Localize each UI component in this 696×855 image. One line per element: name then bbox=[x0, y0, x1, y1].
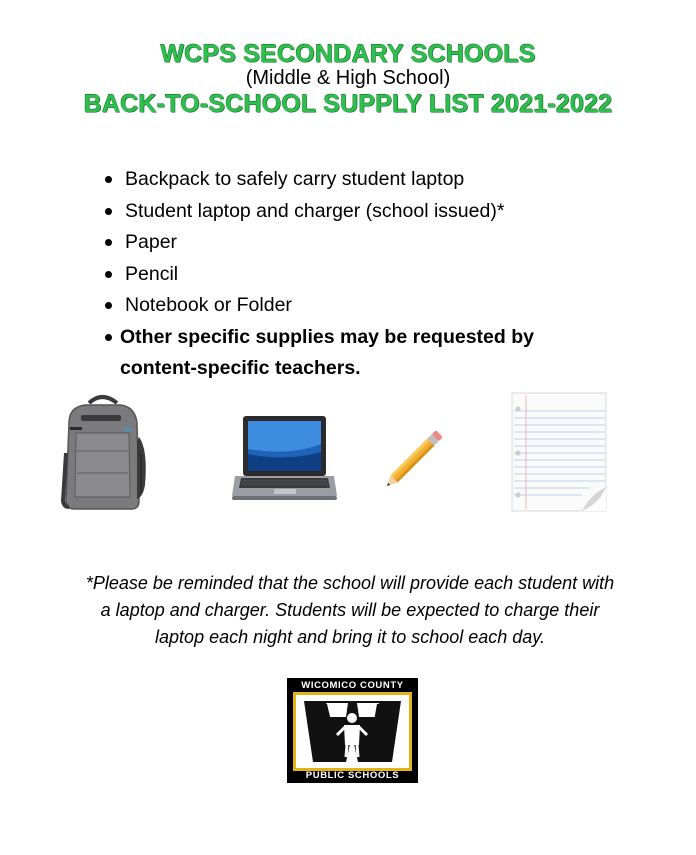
logo-top-text: WICOMICO COUNTY bbox=[301, 680, 404, 691]
district-logo bbox=[287, 678, 418, 783]
supply-item-emphasis-text: Other specific supplies may be requested by content-specific teachers. bbox=[120, 325, 534, 379]
supply-item bbox=[104, 227, 624, 259]
bullet-icon bbox=[105, 334, 112, 341]
supply-item-text: Backpack to safely carry student laptop bbox=[125, 168, 465, 190]
logo-bottom-text: PUBLIC SCHOOLS bbox=[305, 770, 400, 781]
supply-item-text: Student laptop and charger (school issued)* bbox=[125, 199, 505, 222]
logo-w-emblem-icon bbox=[296, 695, 409, 768]
bullet-icon bbox=[105, 239, 112, 246]
supply-item-emphasis bbox=[104, 322, 580, 384]
bullet-icon bbox=[105, 302, 112, 309]
supply-list bbox=[104, 164, 624, 384]
laptop-reminder-note: *Please be reminded that the school will provide each student with a laptop and charger. Students will be expected to charge their laptop each night and bring it to school each day. bbox=[85, 573, 615, 647]
laptop-icon bbox=[231, 414, 338, 504]
bullet-icon bbox=[105, 271, 112, 278]
supply-item-text: Pencil bbox=[125, 262, 179, 285]
supply-item bbox=[104, 164, 624, 196]
pencil-icon bbox=[375, 416, 457, 498]
supply-item-text: Paper bbox=[125, 231, 178, 253]
backpack-icon bbox=[55, 393, 150, 513]
supply-item bbox=[104, 196, 624, 228]
title-line-2: BACK-TO-SCHOOL SUPPLY LIST 2021-2022 bbox=[83, 90, 613, 118]
bullet-icon bbox=[105, 176, 112, 183]
logo-frame bbox=[293, 692, 412, 771]
supply-item bbox=[104, 259, 624, 291]
notebook-paper-icon bbox=[510, 391, 610, 515]
bullet-icon bbox=[105, 208, 112, 215]
supply-item-text: Notebook or Folder bbox=[125, 294, 292, 316]
title-line-1: WCPS SECONDARY SCHOOLS bbox=[160, 40, 536, 68]
supply-item bbox=[104, 290, 624, 322]
subtitle: (Middle & High School) bbox=[245, 67, 451, 89]
